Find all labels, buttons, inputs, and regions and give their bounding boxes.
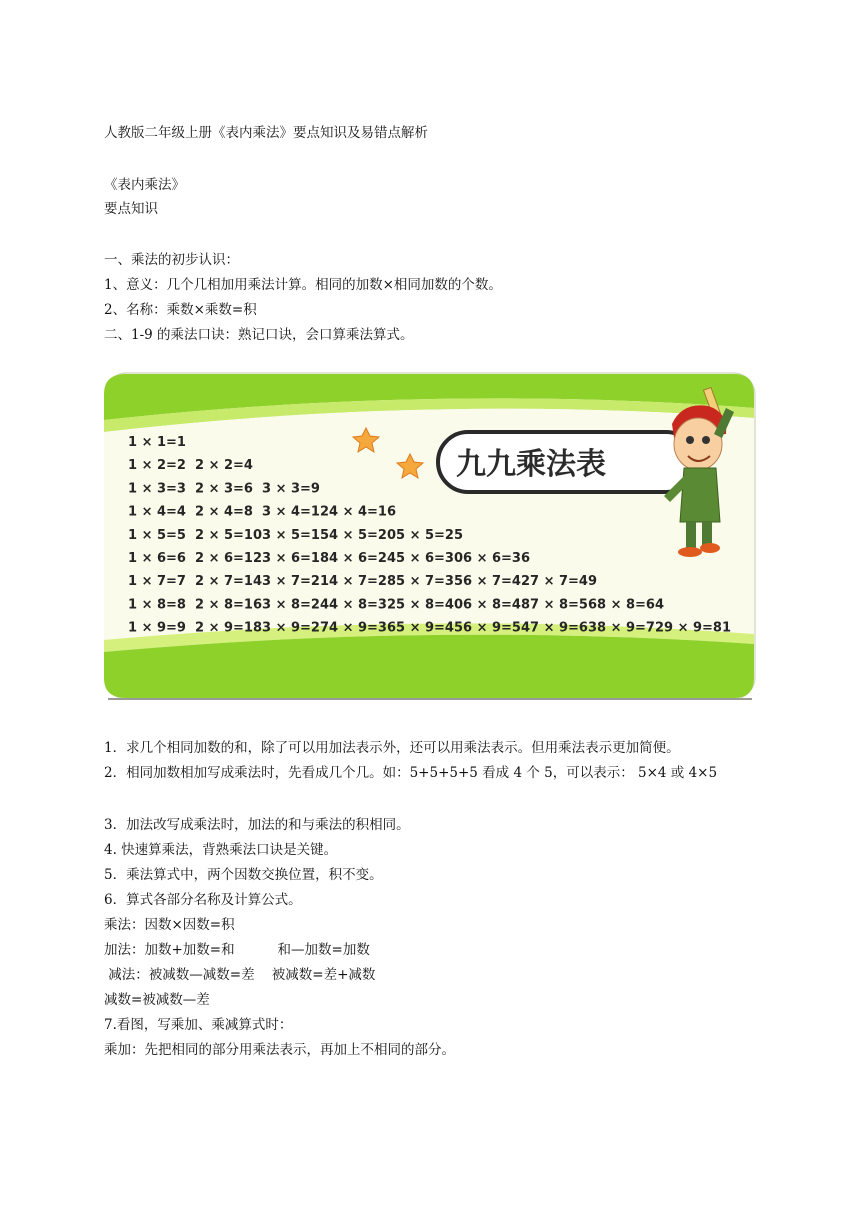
section-subtitle: 要点知识: [104, 201, 158, 217]
note-7: 7.看图，写乘加、乘减算式时：: [104, 1017, 293, 1033]
formula-subtrahend: 减数=被减数—差: [104, 992, 210, 1008]
multiplication-table-banner: [104, 372, 756, 702]
multiplication-fact: 1 × 5=5: [128, 527, 186, 543]
banner-graphic: [104, 372, 756, 702]
multiplication-fact: 2 × 2=4: [195, 458, 253, 474]
multiplication-fact: 8 × 9=72: [597, 620, 665, 636]
multiplication-fact: 1 × 6=6: [128, 551, 186, 566]
multiplication-fact: 3 × 8=24: [262, 597, 330, 613]
multiplication-fact: 9 × 9=81: [664, 620, 732, 636]
multiplication-fact: 4 × 9=36: [329, 620, 397, 636]
note-3: 3．加法改写成乘法时，加法的和与乘法的积相同。: [104, 817, 410, 833]
multiplication-fact: 6 × 6=36: [463, 551, 531, 566]
multiplication-fact: 3 × 9=27: [262, 620, 330, 636]
multiplication-fact: 7 × 9=63: [530, 620, 598, 636]
note-2: 2．相同加数相加写成乘法时，先看成几个几。如：5+5+5+5 看成 4 个 5，可以表示： 5×4 或 4×5: [104, 765, 718, 781]
note-6: 6．算式各部分名称及计算公式。: [104, 892, 302, 908]
multiplication-fact: 4 × 7=28: [329, 574, 397, 590]
note-multiply-add: 乘加：先把相同的部分用乘法表示，再加上不相同的部分。: [104, 1042, 455, 1058]
multiplication-fact: 3 × 4=12: [262, 504, 330, 520]
section-title: 《表内乘法》: [104, 177, 185, 193]
document-title: 人教版二年级上册《表内乘法》要点知识及易错点解析: [104, 125, 428, 141]
multiplication-fact: 7 × 8=56: [530, 597, 598, 613]
multiplication-fact: 2 × 7=14: [195, 574, 263, 590]
note-1: 1．求几个相同加数的和，除了可以用加法表示外，还可以用乘法表示。但用乘法表示更加简便。: [104, 740, 680, 756]
multiplication-fact: 5 × 6=30: [396, 551, 464, 566]
formula-addition: 加法：加数+加数=和 和—加数=加数: [104, 942, 370, 958]
multiplication-fact: 2 × 8=16: [195, 597, 263, 613]
multiplication-fact: 8 × 8=64: [597, 597, 665, 613]
multiplication-fact: 1 × 9=9: [128, 620, 186, 636]
multiplication-fact: 3 × 7=21: [262, 574, 330, 590]
multiplication-fact: 1 × 8=8: [128, 597, 186, 613]
banner-title: 九九乘法表: [456, 447, 606, 482]
multiplication-fact: 5 × 9=45: [396, 620, 464, 636]
multiplication-fact: 3 × 6=18: [262, 551, 330, 566]
multiplication-fact: 1 × 3=3: [128, 481, 186, 497]
note-5: 5．乘法算式中，两个因数交换位置，积不变。: [104, 867, 383, 883]
multiplication-fact: 1 × 2=2: [128, 458, 186, 474]
multiplication-fact: 5 × 7=35: [396, 574, 464, 590]
formula-subtraction: 减法：被减数—减数=差 被减数=差+减数: [104, 967, 376, 983]
multiplication-fact: 2 × 4=8: [195, 504, 253, 520]
multiplication-fact: 2 × 6=12: [195, 551, 263, 566]
part1-item-meaning: 1、意义：几个几相加用乘法计算。相同的加数×相同加数的个数。: [104, 277, 502, 293]
note-4: 4. 快速算乘法，背熟乘法口诀是关键。: [104, 842, 338, 858]
part1-heading: 一、乘法的初步认识：: [104, 252, 239, 268]
multiplication-fact: 4 × 5=20: [329, 527, 397, 543]
part2-heading: 二、1-9 的乘法口诀：熟记口诀，会口算乘法算式。: [104, 327, 414, 343]
multiplication-fact: 7 × 7=49: [530, 574, 598, 590]
multiplication-fact: 6 × 7=42: [463, 574, 531, 590]
multiplication-fact: 3 × 3=9: [262, 481, 320, 497]
multiplication-fact: 2 × 5=10: [195, 527, 263, 543]
multiplication-fact: 6 × 8=48: [463, 597, 531, 613]
multiplication-fact: 1 × 7=7: [128, 574, 186, 590]
multiplication-fact: 4 × 6=24: [329, 551, 397, 566]
multiplication-fact: 1 × 1=1: [128, 435, 186, 450]
formula-multiplication: 乘法：因数×因数=积: [104, 917, 235, 933]
multiplication-fact: 3 × 5=15: [262, 527, 330, 543]
multiplication-fact: 5 × 8=40: [396, 597, 464, 613]
multiplication-fact: 6 × 9=54: [463, 620, 531, 636]
multiplication-fact: 5 × 5=25: [396, 527, 464, 543]
multiplication-fact: 1 × 4=4: [128, 504, 186, 520]
multiplication-fact: 2 × 3=6: [195, 481, 253, 497]
multiplication-fact: 4 × 4=16: [329, 504, 397, 520]
part1-item-names: 2、名称：乘数×乘数=积: [104, 302, 257, 318]
multiplication-fact: 4 × 8=32: [329, 597, 397, 613]
multiplication-fact: 2 × 9=18: [195, 620, 263, 636]
